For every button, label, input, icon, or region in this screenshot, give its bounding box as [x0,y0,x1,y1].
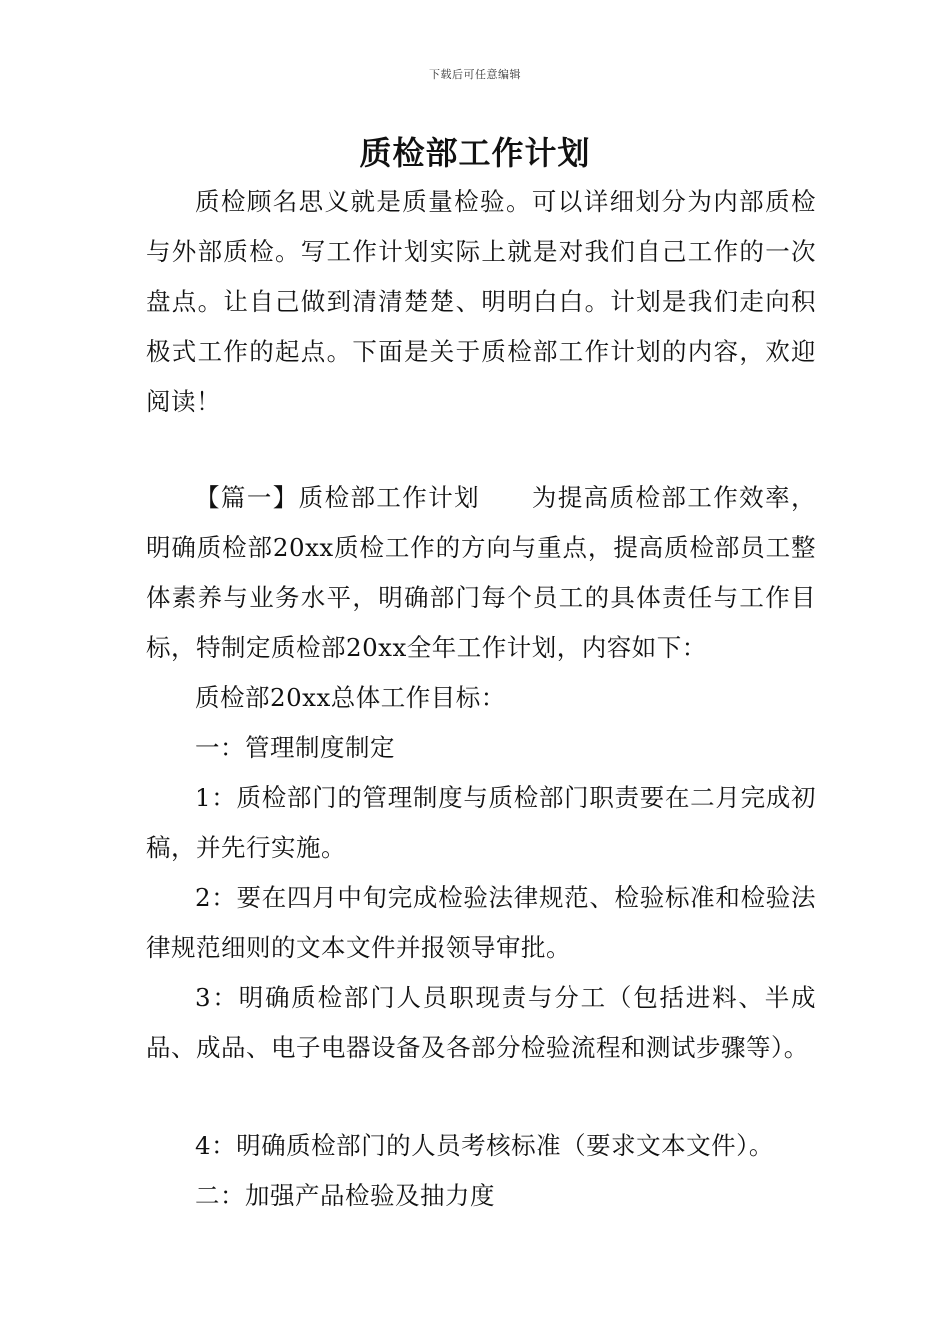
overall-goal-paragraph: 质检部20xx总体工作目标： [195,683,506,712]
document-title: 质检部工作计划 [359,134,591,172]
item-4-paragraph: 4：明确质检部门的人员考核标准（要求文本文件）。 [195,1131,774,1160]
heading-inspection: 二：加强产品检验及抽力度 [195,1181,495,1210]
section-one-paragraph: 【篇一】质检部工作计划 为提高质检部工作效率，明确质检部20xx质检工作的方向与重点，提高质检部员工整体素养与业务水平，明确部门每个员工的具体责任与工作目标，特制定质检部20xx全年工作计划，内容如下： [146,483,816,662]
heading-management-system: 一：管理制度制定 [195,733,395,762]
intro-paragraph: 质检顾名思义就是质量检验。可以详细划分为内部质检与外部质检。写工作计划实际上就是对我们自己工作的一次盘点。让自己做到清清楚楚、明明白白。计划是我们走向积极式工作的起点。下面是关于质检部工作计划的内容，欢迎阅读！ [146,187,816,416]
item-1-paragraph: 1：质检部门的管理制度与质检部门职责要在二月完成初稿，并先行实施。 [146,783,816,862]
header-note: 下载后可任意编辑 [429,68,521,81]
item-3-paragraph: 3：明确质检部门人员职现责与分工（包括进料、半成品、成品、电子电器设备及各部分检验流程和测试步骤等）。 [146,983,816,1062]
item-2-paragraph: 2：要在四月中旬完成检验法律规范、检验标准和检验法律规范细则的文本文件并报领导审批。 [146,883,816,962]
